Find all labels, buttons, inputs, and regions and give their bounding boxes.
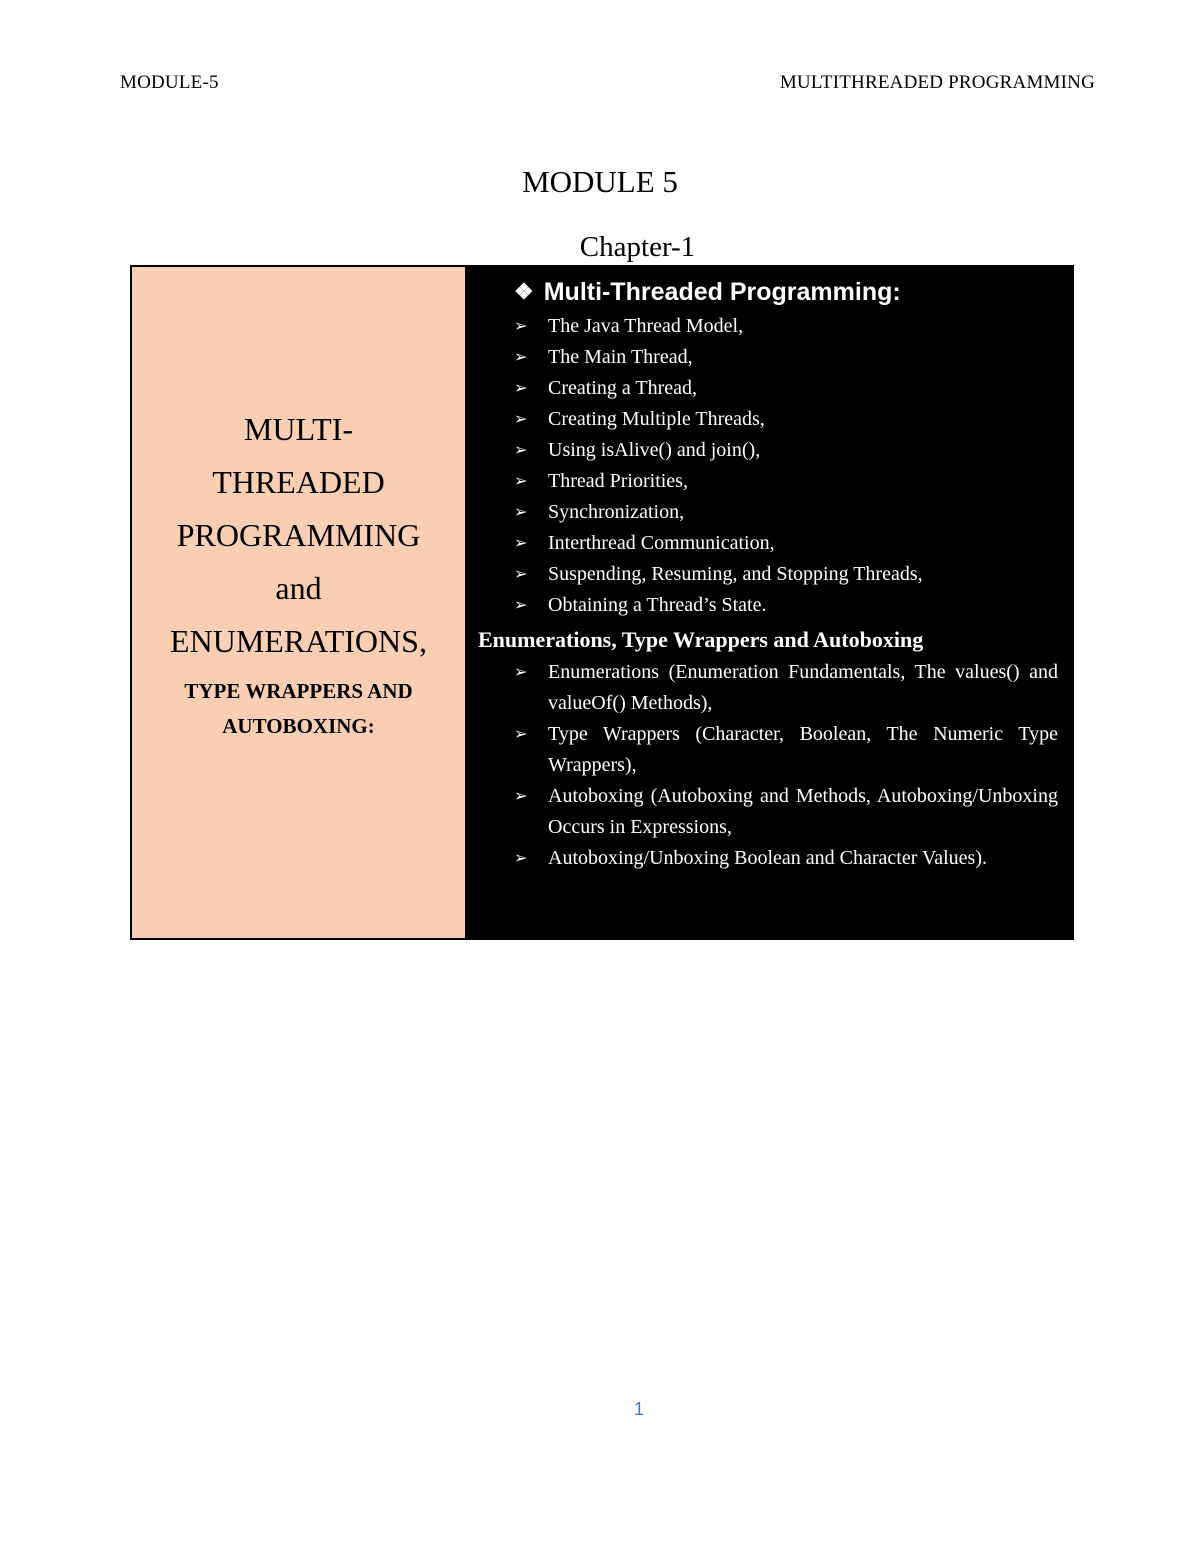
list-item-text: Obtaining a Thread’s State.	[548, 594, 767, 616]
list-item-text: Autoboxing (Autoboxing and Methods, Autoboxing/Unboxing Occurs in Expressions,	[548, 785, 1058, 838]
topic-subline: AUTOBOXING:	[222, 714, 375, 738]
list-item-text: Creating a Thread,	[548, 377, 698, 399]
syllabus-panel	[466, 267, 1072, 938]
contents-box	[130, 265, 1074, 940]
arrow-bullet-icon: ➢	[514, 473, 528, 490]
arrow-bullet-icon: ➢	[514, 850, 528, 867]
list-item	[478, 342, 1058, 373]
diamond-bullet-icon: ❖	[514, 279, 534, 304]
arrow-bullet-icon: ➢	[514, 349, 528, 366]
topic-line: MULTI-	[243, 411, 354, 447]
list-item-text: Thread Priorities,	[548, 470, 688, 492]
topic-line: PROGRAMMING	[176, 517, 421, 553]
section-heading-enumerations: Enumerations, Type Wrappers and Autoboxing	[478, 627, 924, 652]
list-item-text: Using isAlive() and join(),	[548, 439, 761, 461]
arrow-bullet-icon: ➢	[514, 726, 528, 743]
list-item-text: Interthread Communication,	[548, 532, 775, 554]
list-item	[478, 590, 1058, 621]
arrow-bullet-icon: ➢	[514, 504, 528, 521]
list-item	[478, 843, 1058, 874]
list-item	[478, 404, 1058, 435]
topic-line: and	[275, 570, 322, 606]
section-heading-multithreading	[514, 273, 1058, 311]
arrow-bullet-icon: ➢	[514, 380, 528, 397]
topic-subline: TYPE WRAPPERS AND	[184, 679, 413, 703]
enumerations-topic-list	[478, 657, 1058, 874]
list-item	[478, 466, 1058, 497]
topic-line: ENUMERATIONS,	[170, 623, 427, 659]
module-title: MODULE 5	[522, 164, 678, 199]
arrow-bullet-icon: ➢	[514, 442, 528, 459]
topic-line: THREADED	[212, 464, 385, 500]
arrow-bullet-icon: ➢	[514, 535, 528, 552]
list-item	[478, 435, 1058, 466]
arrow-bullet-icon: ➢	[514, 597, 528, 614]
list-item	[478, 528, 1058, 559]
arrow-bullet-icon: ➢	[514, 664, 528, 681]
list-item-text: The Java Thread Model,	[548, 315, 744, 337]
list-item	[478, 559, 1058, 590]
section-heading-text: Multi-Threaded Programming:	[543, 278, 901, 306]
list-item-text: Suspending, Resuming, and Stopping Threads,	[548, 563, 923, 585]
list-item-text: Synchronization,	[548, 501, 685, 523]
arrow-bullet-icon: ➢	[514, 566, 528, 583]
multithreading-topic-list	[478, 311, 1058, 621]
chapter-title: Chapter-1	[579, 231, 696, 263]
list-item-text: Enumerations (Enumeration Fundamentals, The values() and valueOf() Methods),	[548, 661, 1058, 714]
page-number: 1	[634, 1399, 645, 1419]
list-item-text: Creating Multiple Threads,	[548, 408, 765, 430]
running-header-right: MULTITHREADED PROGRAMMING	[779, 72, 1095, 93]
list-item-text: The Main Thread,	[548, 346, 693, 368]
list-item-text: Autoboxing/Unboxing Boolean and Character Values).	[548, 847, 987, 869]
running-header-left: MODULE-5	[120, 72, 219, 93]
chapter-topic-panel	[132, 267, 466, 938]
list-item	[478, 657, 1058, 719]
arrow-bullet-icon: ➢	[514, 411, 528, 428]
list-item	[478, 311, 1058, 342]
list-item	[478, 497, 1058, 528]
arrow-bullet-icon: ➢	[514, 788, 528, 805]
list-item	[478, 719, 1058, 781]
list-item	[478, 373, 1058, 404]
arrow-bullet-icon: ➢	[514, 318, 528, 335]
list-item	[478, 781, 1058, 843]
list-item-text: Type Wrappers (Character, Boolean, The Numeric Type Wrappers),	[548, 723, 1058, 776]
